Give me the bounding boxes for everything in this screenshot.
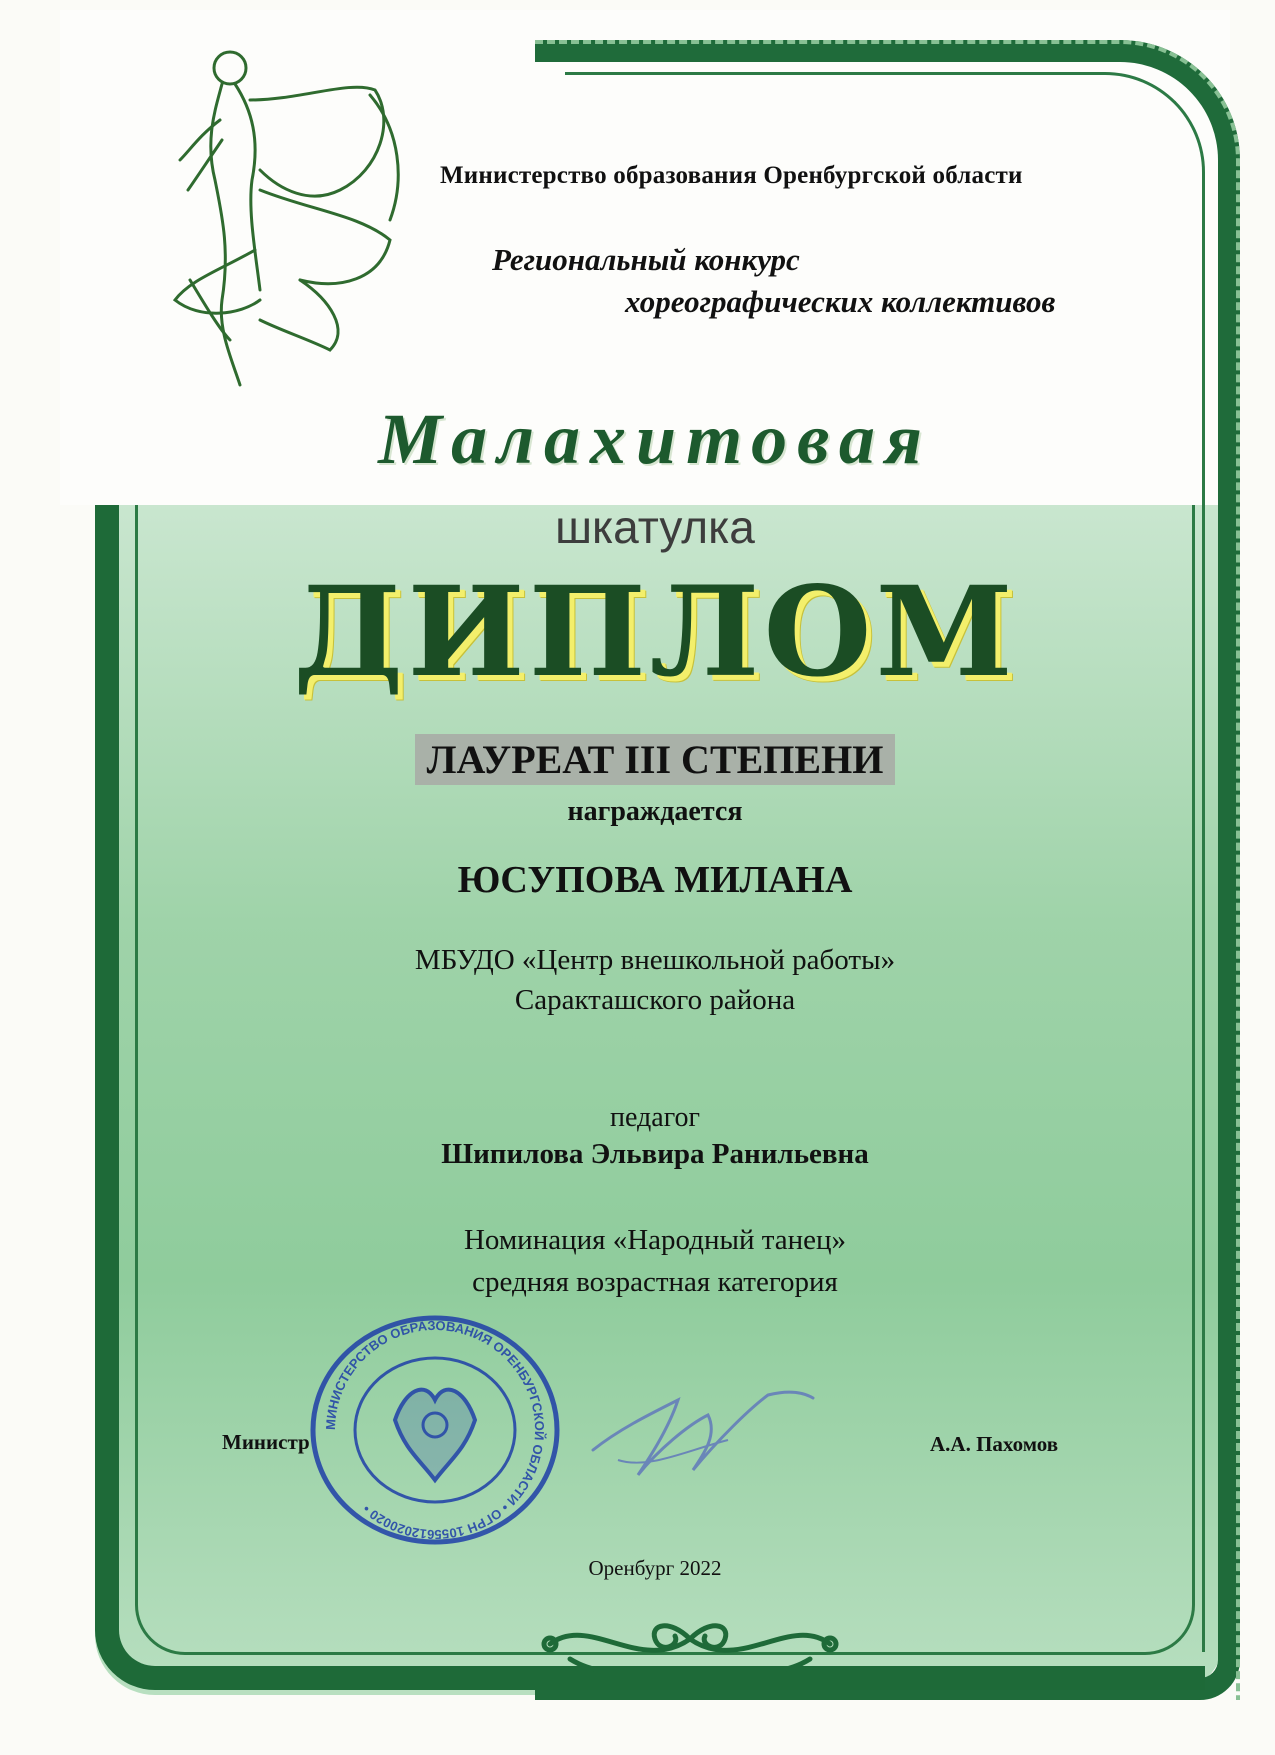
seal-text: МИНИСТЕРСТВО ОБРАЗОВАНИЯ ОРЕНБУРГСКОЙ ОБЛАСТИ • ОГРН 1055612020020 • [322,1317,548,1543]
ornament-icon [530,1584,850,1694]
logo-subtitle: шкатулка [555,501,755,553]
nomination: Номинация «Народный танец» [463,1224,847,1256]
organization-line1: МБУДО «Центр внешкольной работы» [414,944,896,976]
city-year: Оренбург 2022 [588,1556,722,1580]
age-category: средняя возрастная категория [472,1266,838,1298]
signatory-role: Министр [222,1430,310,1454]
signatory-name: А.А. Пахомов [930,1432,1059,1456]
degree-label: ЛАУРЕАТ III СТЕПЕНИ [415,734,896,785]
organization-line2: Саракташского района [514,984,796,1016]
official-seal-icon [305,1310,565,1550]
degree-banner [140,734,1170,785]
diploma-title: ДИПЛОМ [293,560,1017,705]
awarded-label: награждается [567,796,743,827]
handwritten-signature [588,1380,818,1490]
dancer-logo-icon [160,40,430,400]
ministry-name: Министерство образования Оренбургской области [440,162,1023,189]
recipient-name: ЮСУПОВА МИЛАНА [457,859,853,901]
contest-title-line1: Региональный конкурс [492,242,800,277]
contest-title-line2: хореографических коллективов [625,284,1056,319]
teacher-label: педагог [610,1102,700,1133]
logo-script-title: Малахитовая [378,399,932,479]
teacher-name: Шипилова Эльвира Ранильевна [441,1138,869,1170]
